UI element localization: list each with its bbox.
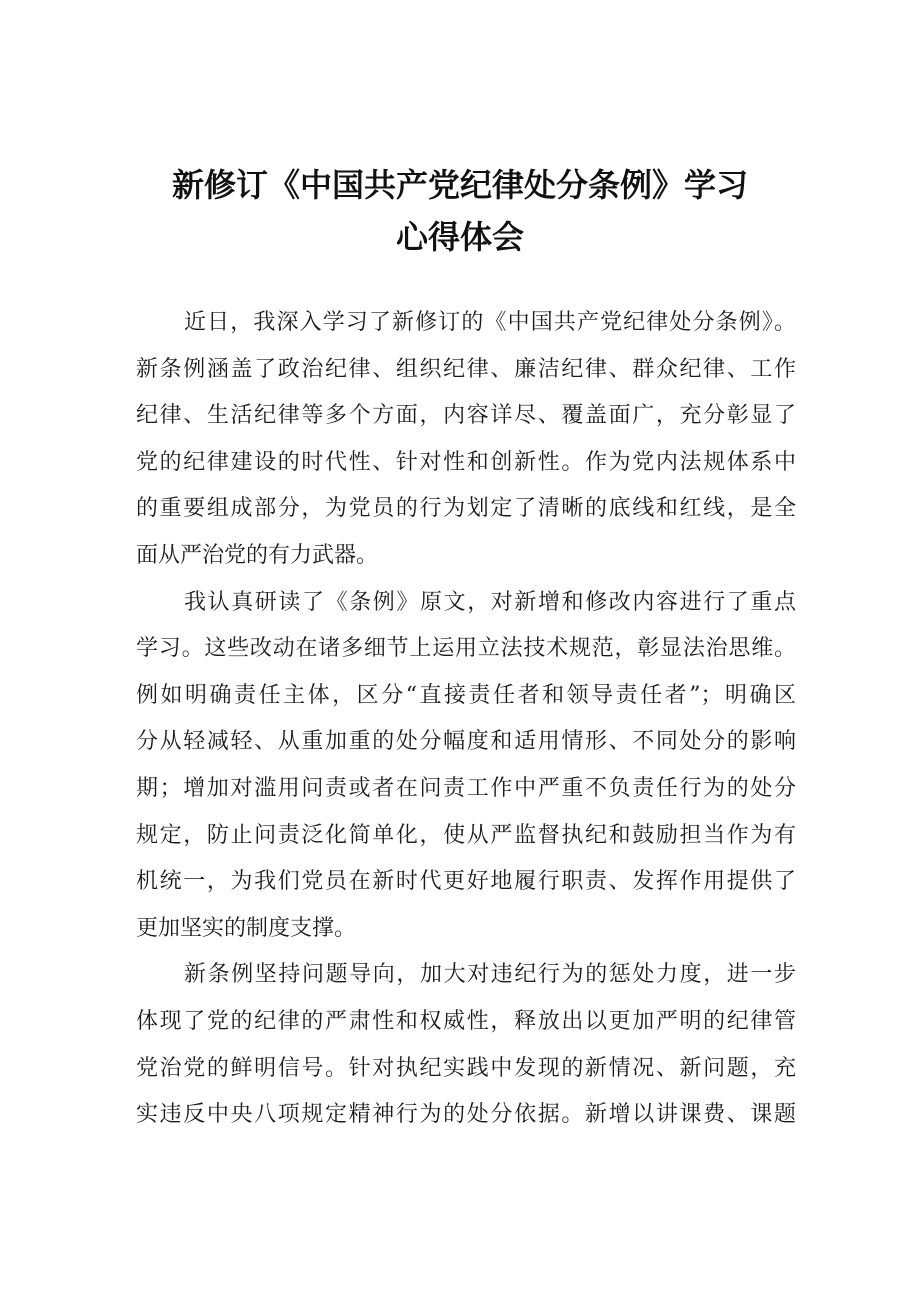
document-title-line-1: 新修订《中国共产党纪律处分条例》学习 <box>171 166 748 204</box>
paragraph-line: 面从严治党的有力武器。 <box>136 542 379 568</box>
paragraph-line: 更加坚实的制度支撑。 <box>136 915 357 941</box>
document-title-line-2: 心得体会 <box>395 218 524 256</box>
document-body <box>136 300 796 1139</box>
paragraph-line: 我认真研读了《条例》原文，对新增和修改内容进行了重点 <box>184 589 796 615</box>
paragraph-1 <box>136 300 796 580</box>
paragraph-line: 体现了党的纪律的严肃性和权威性，释放出以更加严明的纪律管 <box>136 1008 796 1034</box>
paragraph-3 <box>136 952 796 1138</box>
paragraph-line: 党的纪律建设的时代性、针对性和创新性。作为党内法规体系中 <box>136 449 796 475</box>
paragraph-line: 分从轻减轻、从重加重的处分幅度和适用情形、不同处分的影响 <box>136 729 796 755</box>
paragraph-line: 新条例涵盖了政治纪律、组织纪律、廉洁纪律、群众纪律、工作 <box>136 356 796 382</box>
paragraph-line: 纪律、生活纪律等多个方面，内容详尽、覆盖面广，充分彰显了 <box>136 403 796 429</box>
paragraph-line: 新条例坚持问题导向，加大对违纪行为的惩处力度，进一步 <box>184 962 796 988</box>
paragraph-line: 机统一，为我们党员在新时代更好地履行职责、发挥作用提供了 <box>136 869 796 895</box>
paragraph-line: 近日，我深入学习了新修订的《中国共产党纪律处分条例》。 <box>184 310 796 335</box>
paragraph-line: 实违反中央八项规定精神行为的处分依据。新增以讲课费、课题 <box>136 1102 796 1128</box>
paragraph-line: 的重要组成部分，为党员的行为划定了清晰的底线和红线，是全 <box>136 496 796 522</box>
paragraph-line: 规定，防止问责泛化简单化，使从严监督执纪和鼓励担当作为有 <box>136 822 796 848</box>
paragraph-line: 期；增加对滥用问责或者在问责工作中严重不负责任行为的处分 <box>136 775 796 801</box>
paragraph-line: 学习。这些改动在诸多细节上运用立法技术规范，彰显法治思维。 <box>136 636 796 662</box>
paragraph-line: 例如明确责任主体，区分“直接责任者和领导责任者”；明确区 <box>136 682 796 708</box>
paragraph-2 <box>136 580 796 953</box>
paragraph-line: 党治党的鲜明信号。针对执纪实践中发现的新情况、新问题，充 <box>136 1055 796 1081</box>
